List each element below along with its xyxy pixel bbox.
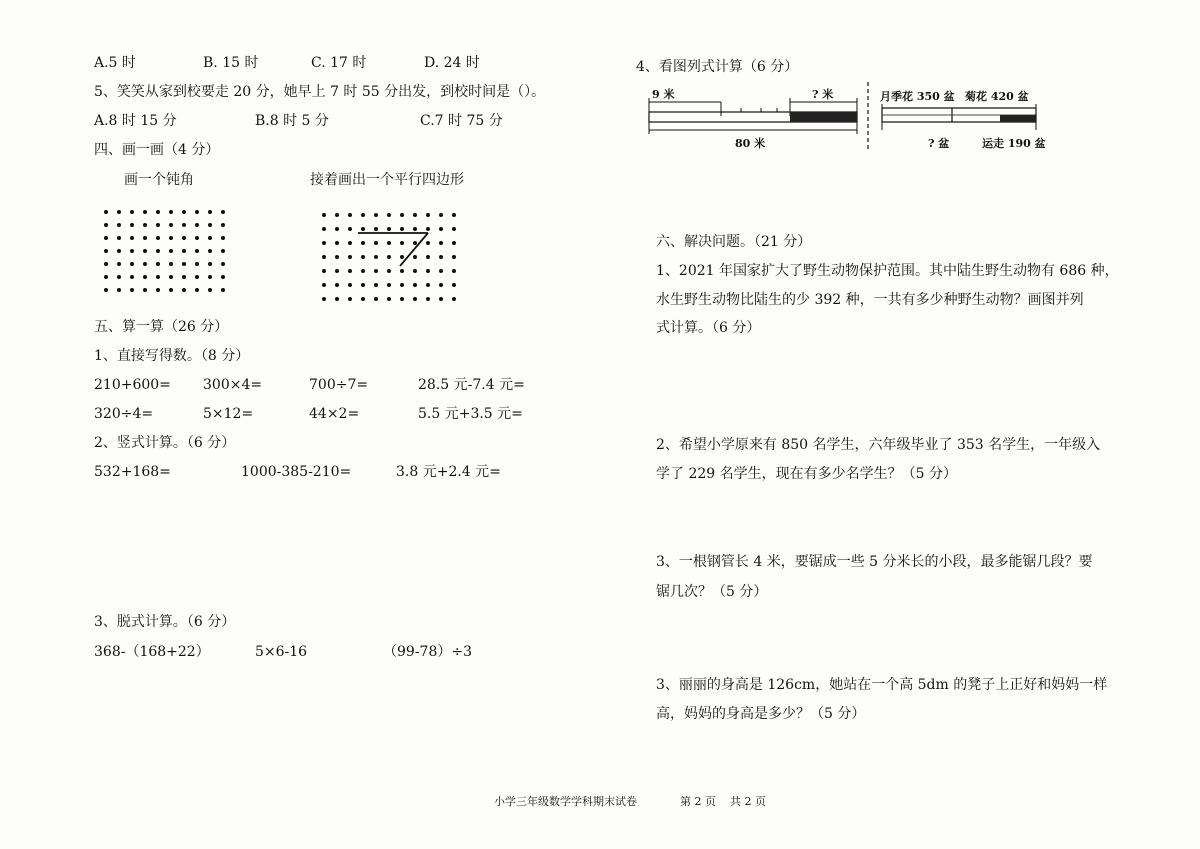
grid-dot [104,249,108,253]
stepwise-calc-item: 368-（168+22） [94,644,210,660]
grid-dot [195,262,199,266]
grid-dot [182,249,186,253]
grid-dot [374,283,378,287]
fig1-left-label: 9 米 [652,88,675,101]
problem-2-line: 2、希望小学原来有 850 名学生，六年级毕业了 353 名学生，一年级入 [656,437,1101,453]
grid-dot [104,275,108,279]
grid-dot [426,297,430,301]
problem-2-line: 学了 229 名学生，现在有多少名学生？（5 分） [656,466,957,482]
grid-dot [195,288,199,292]
grid-dot [117,236,121,240]
footer-page: 第 2 页 [680,795,716,808]
grid-dot [182,288,186,292]
grid-dot [361,213,365,217]
calc-item: 5.5 元+3.5 元= [418,406,523,422]
q4-option-b: B. 15 时 [203,55,259,71]
grid-dot [169,236,173,240]
grid-dot [221,275,225,279]
grid-dot [182,236,186,240]
grid-dot [322,227,326,231]
grid-dot [361,283,365,287]
grid-dot [208,236,212,240]
grid-dot [221,262,225,266]
q5-text: 5、笑笑从家到校要走 20 分，她早上 7 时 55 分出发，到校时间是（）。 [94,84,546,100]
grid-dot [104,288,108,292]
grid-dot [221,210,225,214]
calc-item: 44×2= [309,406,360,422]
grid-dot [143,275,147,279]
fig2-label-removed: 运走 190 盆 [982,137,1046,150]
grid-dot [439,213,443,217]
fig2-label-chrysanthemums: 菊花 420 盆 [965,90,1029,103]
calc-item: 320÷4= [94,406,154,422]
grid-dot [156,249,160,253]
grid-dot [452,213,456,217]
grid-dot [426,255,430,259]
grid-dot [104,223,108,227]
grid-dot [452,269,456,273]
fig1-segment-diagram [645,94,865,154]
grid-dot [335,283,339,287]
grid-dot [221,236,225,240]
grid-dot [322,269,326,273]
grid-dot [208,262,212,266]
grid-dot [361,297,365,301]
problem-1-line: 水生野生动物比陆生的少 392 种，一共有多少种野生动物？画图并列 [656,292,1084,308]
grid-dot [130,288,134,292]
grid-dot [182,210,186,214]
grid-dot [208,249,212,253]
grid-dot [130,210,134,214]
grid-dot [117,249,121,253]
grid-dot [387,283,391,287]
grid-dot [335,227,339,231]
grid-dot [195,236,199,240]
fig2-label-roses: 月季花 350 盆 [880,90,955,103]
grid-dot [452,255,456,259]
grid-dot [322,297,326,301]
grid-dot [426,283,430,287]
grid-dot [130,249,134,253]
q5-option-c: C.7 时 75 分 [420,113,503,129]
grid-dot [374,297,378,301]
grid-dot [143,262,147,266]
grid-dot [439,269,443,273]
vertical-calc-item: 1000-385-210= [241,464,352,480]
grid-dot [195,275,199,279]
problem-3-line: 锯几次？（5 分） [656,584,768,600]
grid-dot [348,213,352,217]
grid-dot [156,236,160,240]
grid-dot [169,262,173,266]
calc-item: 700÷7= [309,377,369,393]
grid-dot [452,227,456,231]
grid-dot [374,213,378,217]
grid-dot [413,213,417,217]
fig2-label-unknown: ? 盆 [928,137,950,150]
section-4-title: 四、画一画（4 分） [94,142,220,158]
grid-dot [413,297,417,301]
grid-dot [335,241,339,245]
grid-dot [439,227,443,231]
grid-dot [117,275,121,279]
grid-dot [348,227,352,231]
grid-dot [130,275,134,279]
grid-dot [169,223,173,227]
q4-option-d: D. 24 时 [424,55,480,71]
grid-dot [387,213,391,217]
grid-dot [426,227,430,231]
grid-dot [439,297,443,301]
calc-item: 300×4= [203,377,263,393]
grid-dot [143,249,147,253]
grid-dot [335,213,339,217]
section-6-title: 六、解决问题。（21 分） [656,234,812,250]
grid-dot [348,241,352,245]
problem-4-line: 3、丽丽的身高是 126cm，她站在一个高 5dm 的凳子上正好和妈妈一样 [656,677,1108,693]
grid-dot [169,275,173,279]
grid-dot [195,223,199,227]
figure-divider [866,82,870,152]
grid-dot [130,262,134,266]
calc-item: 210+600= [94,377,171,393]
vertical-calc-item: 532+168= [94,464,171,480]
grid-dot [348,283,352,287]
grid-dot [439,255,443,259]
q5-option-b: B.8 时 5 分 [255,113,329,129]
problem-1-line: 1、2021 年国家扩大了野生动物保护范围。其中陆生野生动物有 686 种， [656,263,1119,279]
section-5-title: 五、算一算（26 分） [94,319,229,335]
stepwise-calc-item: 5×6-16 [255,644,308,660]
grid-dot [143,288,147,292]
grid-dot [322,283,326,287]
grid-dot [413,283,417,287]
grid-dot [117,223,121,227]
grid-dot [117,210,121,214]
grid-dot [400,297,404,301]
q4-option-c: C. 17 时 [311,55,367,71]
part-1-title: 1、直接写得数。（8 分） [94,348,250,364]
grid-dot [143,210,147,214]
grid-dot [335,269,339,273]
grid-dot [169,288,173,292]
grid-dot [322,213,326,217]
grid-dot [426,269,430,273]
q5-option-a: A.8 时 15 分 [94,113,177,129]
grid-dot [156,262,160,266]
grid-dot [452,297,456,301]
grid-dot [104,210,108,214]
problem-1-line: 式计算。（6 分） [656,320,761,336]
grid-dot [169,210,173,214]
fig1-right-label: ? 米 [812,88,834,101]
grid-dot [452,241,456,245]
grid-dot [208,275,212,279]
grid-dot [426,213,430,217]
problem-3-line: 3、一根钢管长 4 米，要锯成一些 5 分米长的小段，最多能锯几段？要 [656,554,1093,570]
grid-dot [322,255,326,259]
grid-dot [387,297,391,301]
q4-option-a: A.5 时 [94,55,136,71]
grid-dot [208,288,212,292]
grid-dot [221,288,225,292]
draw-obtuse-angle-prompt: 画一个钝角 [124,172,194,188]
calc-item: 5×12= [203,406,254,422]
grid-dot [439,283,443,287]
draw-parallelogram-prompt: 接着画出一个平行四边形 [310,172,464,188]
grid-dot [117,262,121,266]
grid-dot [452,283,456,287]
grid-dot [143,236,147,240]
grid-dot [182,262,186,266]
grid-dot [169,249,173,253]
grid-dot [400,283,404,287]
grid-dot [156,288,160,292]
calc-item: 28.5 元-7.4 元= [418,377,525,393]
grid-dot [208,210,212,214]
fig1-bottom-label: 80 米 [735,137,766,150]
grid-dot [348,297,352,301]
grid-dot [143,223,147,227]
part-3-title: 3、脱式计算。（6 分） [94,614,236,630]
grid-dot [156,223,160,227]
grid-dot [348,269,352,273]
stepwise-calc-item: （99-78）÷3 [383,644,472,660]
grid-dot [208,223,212,227]
grid-dot [104,262,108,266]
partial-parallelogram-lines [358,230,418,270]
grid-dot [335,255,339,259]
fig2-bar-diagram [880,100,1050,150]
footer-total: 共 2 页 [730,795,766,808]
grid-dot [130,236,134,240]
grid-dot [221,249,225,253]
grid-dot [195,210,199,214]
problem-4-line: 高，妈妈的身高是多少？（5 分） [656,706,866,722]
footer-title: 小学三年级数学学科期末试卷 [494,795,637,808]
grid-dot [182,223,186,227]
grid-dot [335,297,339,301]
grid-dot [195,249,199,253]
grid-dot [322,241,326,245]
grid-dot [156,275,160,279]
vertical-calc-item: 3.8 元+2.4 元= [396,464,501,480]
grid-dot [130,223,134,227]
grid-dot [439,241,443,245]
grid-dot [426,241,430,245]
grid-dot [104,236,108,240]
grid-dot [117,288,121,292]
part-2-title: 2、竖式计算。（6 分） [94,435,236,451]
q4-diagram-title: 4、看图列式计算（6 分） [636,59,799,75]
grid-dot [348,255,352,259]
grid-dot [182,275,186,279]
grid-dot [156,210,160,214]
grid-dot [221,223,225,227]
grid-dot [400,213,404,217]
